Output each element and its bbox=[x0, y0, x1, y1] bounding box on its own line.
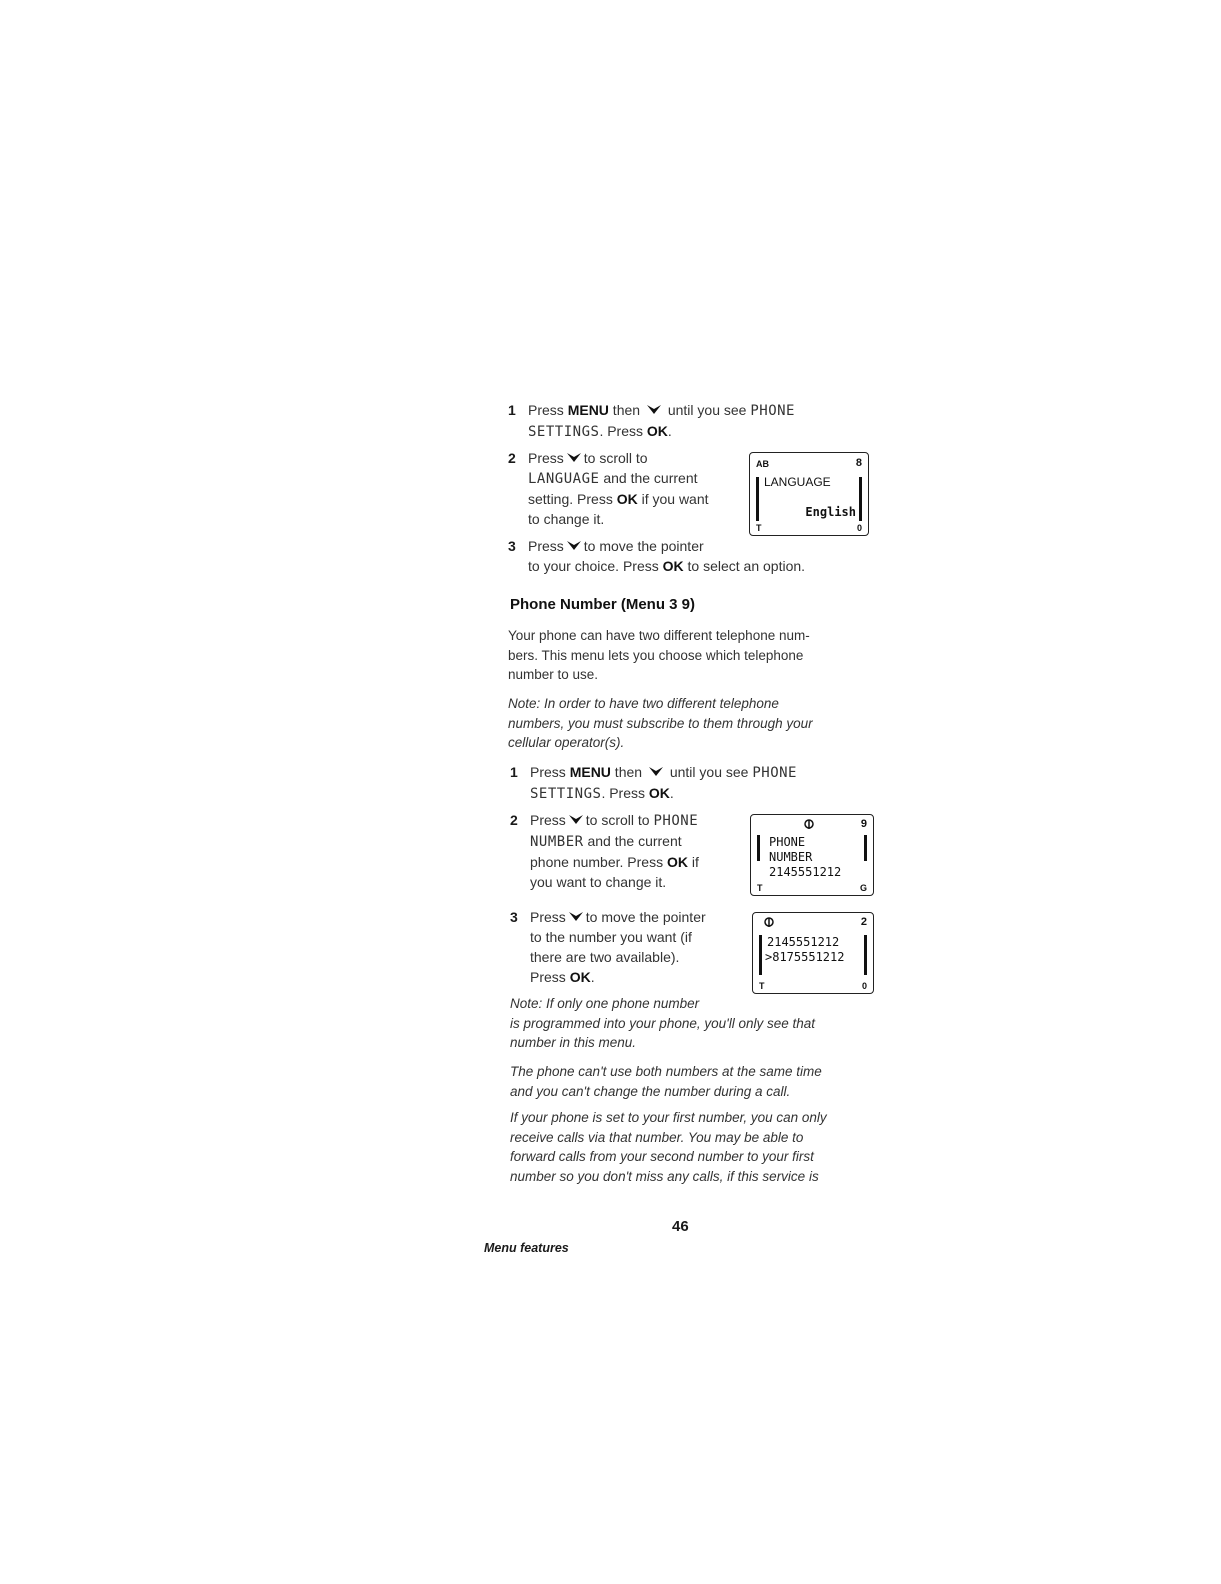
left-scroll-bar bbox=[756, 477, 759, 521]
lcd-text: PHONE bbox=[653, 813, 699, 829]
note-both-numbers bbox=[510, 1062, 880, 1101]
step-text: . bbox=[590, 969, 595, 985]
right-scroll-bar bbox=[859, 477, 862, 521]
display-line-1: LANGUAGE bbox=[764, 475, 831, 489]
menu-key-label: MENU bbox=[567, 402, 609, 418]
display-line-2: English bbox=[805, 505, 856, 519]
step-text: then bbox=[608, 402, 644, 418]
paragraph-line: If your phone is set to your first number, you can only bbox=[510, 1110, 827, 1125]
bottom-right-indicator: G bbox=[859, 883, 867, 893]
lcd-text: SETTINGS bbox=[530, 786, 602, 802]
step-text: to select an option. bbox=[683, 558, 806, 574]
right-scroll-bar bbox=[864, 935, 867, 975]
paragraph-line: Your phone can have two different telephone num- bbox=[508, 628, 810, 643]
right-scroll-bar bbox=[864, 835, 867, 861]
bottom-left-indicator: T bbox=[757, 883, 763, 893]
bottom-right-indicator: 0 bbox=[861, 981, 867, 991]
display-line-2: NUMBER bbox=[769, 850, 813, 864]
page-number: 46 bbox=[672, 1218, 689, 1235]
display-line-1: 2145551212 bbox=[767, 935, 840, 949]
step-text: until you see bbox=[663, 402, 751, 418]
ok-key-label: OK bbox=[666, 854, 688, 870]
note-forward-calls bbox=[510, 1108, 880, 1186]
step-text: Press bbox=[528, 538, 564, 554]
intro-paragraph bbox=[508, 626, 878, 685]
phone-display-language bbox=[749, 452, 869, 536]
step-number: 3 bbox=[510, 909, 518, 925]
step-text: and the current bbox=[599, 470, 698, 486]
down-arrow-icon bbox=[569, 912, 583, 921]
antenna-icon bbox=[803, 818, 815, 830]
lcd-text: PHONE bbox=[752, 765, 797, 781]
battery-indicator: 9 bbox=[860, 818, 867, 830]
step-text: to move the pointer bbox=[583, 538, 704, 554]
step-number: 2 bbox=[508, 450, 516, 466]
step-text: phone number. Press bbox=[530, 854, 667, 870]
phone-display-phone-number bbox=[750, 814, 874, 896]
ok-key-label: OK bbox=[616, 491, 638, 507]
down-arrow-icon bbox=[569, 815, 583, 824]
down-arrow-icon bbox=[567, 541, 581, 550]
paragraph-line: receive calls via that number. You may be able to bbox=[510, 1129, 804, 1145]
step-text: . bbox=[667, 423, 672, 439]
paragraph-line: Note: In order to have two different telephone bbox=[508, 696, 779, 711]
down-arrow-icon bbox=[567, 453, 581, 462]
down-arrow-icon bbox=[647, 405, 661, 414]
display-line-3: 2145551212 bbox=[769, 865, 842, 879]
paragraph-line: numbers, you must subscribe to them through your bbox=[508, 715, 813, 731]
step-text: then bbox=[610, 764, 646, 780]
left-scroll-bar bbox=[759, 935, 762, 975]
ok-key-label: OK bbox=[646, 423, 668, 439]
step-text: to move the pointer bbox=[585, 909, 706, 925]
paragraph-line: number to use. bbox=[508, 667, 599, 682]
step-text: setting. Press bbox=[528, 491, 617, 507]
step-text: if you want bbox=[637, 491, 709, 507]
step-text: . Press bbox=[601, 785, 649, 801]
ok-key-label: OK bbox=[648, 785, 670, 801]
bottom-left-indicator: T bbox=[759, 981, 765, 991]
bottom-right-indicator: 0 bbox=[856, 523, 862, 533]
lcd-text: NUMBER bbox=[530, 834, 584, 850]
step-text: and the current bbox=[583, 833, 682, 849]
bottom-left-indicator: T bbox=[756, 523, 762, 533]
step-text: Press bbox=[528, 450, 564, 466]
step-text: to the number you want (if bbox=[530, 929, 692, 945]
step-text: to change it. bbox=[528, 511, 605, 527]
step-text: to your choice. Press bbox=[528, 558, 663, 574]
step-number: 2 bbox=[510, 812, 518, 828]
lcd-text: LANGUAGE bbox=[528, 471, 600, 487]
ok-key-label: OK bbox=[662, 558, 684, 574]
paragraph-line: forward calls from your second number to your first bbox=[510, 1149, 814, 1164]
step-text: Press bbox=[530, 909, 566, 925]
step-text: to scroll to bbox=[583, 450, 648, 466]
step-number: 3 bbox=[508, 538, 516, 554]
step-text: Press bbox=[528, 402, 568, 418]
paragraph-line: number so you don't miss any calls, if this service is bbox=[510, 1168, 819, 1184]
paragraph-line: and you can't change the number during a call. bbox=[510, 1083, 791, 1099]
lcd-text: PHONE SETTINGS bbox=[528, 403, 795, 440]
antenna-icon bbox=[763, 916, 775, 928]
step-text: Press bbox=[530, 764, 570, 780]
paragraph-line: cellular operator(s). bbox=[508, 735, 625, 750]
battery-indicator: 8 bbox=[855, 457, 862, 469]
section-title: Menu features bbox=[484, 1241, 569, 1255]
paragraph-line: number in this menu. bbox=[510, 1035, 637, 1050]
step-number: 1 bbox=[510, 764, 518, 780]
menu-key-label: MENU bbox=[569, 764, 611, 780]
signal-indicator: AB bbox=[756, 459, 769, 469]
step-text: to scroll to bbox=[585, 812, 654, 828]
step-number: 1 bbox=[508, 402, 516, 418]
step-text: Press bbox=[530, 969, 570, 985]
step-text: Press bbox=[530, 812, 566, 828]
phone-display-number-select bbox=[752, 912, 874, 994]
down-arrow-icon bbox=[649, 767, 663, 776]
step-text: . bbox=[669, 785, 674, 801]
step-text: . Press bbox=[599, 423, 647, 439]
step-text: there are two available). bbox=[530, 949, 680, 965]
paragraph-line: The phone can't use both numbers at the same time bbox=[510, 1064, 822, 1079]
step-text: you want to change it. bbox=[530, 874, 667, 890]
step-text: if bbox=[687, 854, 699, 870]
section-heading: Phone Number (Menu 3 9) bbox=[510, 596, 696, 613]
note-subscription bbox=[508, 694, 878, 753]
paragraph-line: bers. This menu lets you choose which telephone bbox=[508, 647, 804, 663]
note-single-number bbox=[510, 994, 880, 1053]
display-line-1: PHONE bbox=[769, 835, 806, 849]
step-text: until you see bbox=[665, 764, 753, 780]
battery-indicator: 2 bbox=[860, 916, 867, 928]
ok-key-label: OK bbox=[569, 969, 591, 985]
paragraph-line: is programmed into your phone, you'll only see that bbox=[510, 1015, 815, 1031]
left-scroll-bar bbox=[757, 835, 760, 861]
paragraph-line: Note: If only one phone number bbox=[510, 996, 700, 1011]
display-line-2: >8175551212 bbox=[765, 950, 845, 964]
